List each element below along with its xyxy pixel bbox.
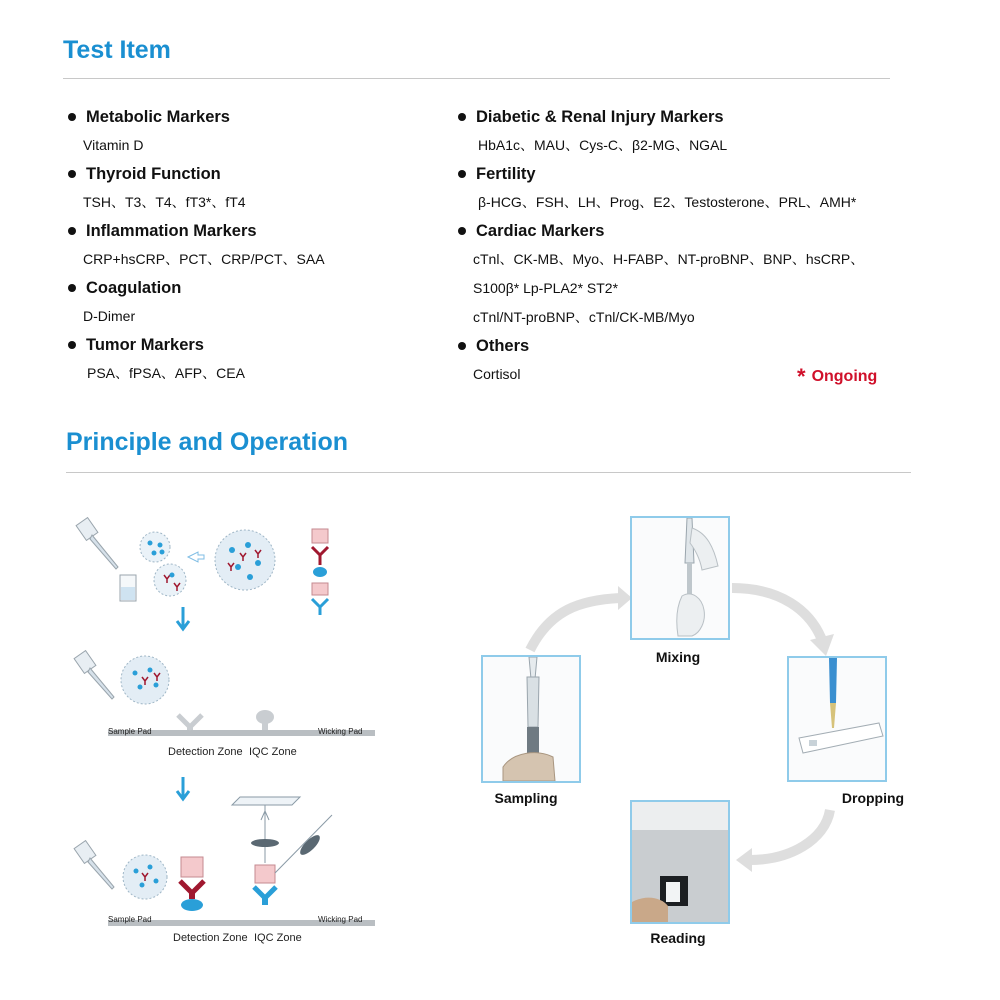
test-item-right-column: [458, 103, 908, 389]
reading-label: Reading: [650, 930, 706, 946]
stage-two-illustration: [74, 651, 375, 736]
test-item-title: Test Item: [63, 36, 171, 64]
item-line: HbA1c、MAU、Cys-C、β2-MG、NGAL: [478, 137, 728, 153]
principle-divider: [66, 472, 911, 473]
principle-title: Principle and Operation: [66, 428, 348, 456]
sampling-label: Sampling: [494, 790, 558, 806]
ongoing-note: [797, 364, 877, 390]
wicking-pad-label: Wicking Pad: [318, 915, 363, 924]
arrow-right-icon: [188, 552, 204, 562]
item-line: β-HCG、FSH、LH、Prog、E2、Testosterone、PRL、AMH*: [478, 194, 857, 210]
detection-capture-icon: [180, 857, 204, 911]
bullet-icon: [68, 341, 76, 349]
conjugate-cluster-icon: [154, 564, 186, 596]
test-item-diabetic-renal: [458, 103, 908, 160]
item-line: cTnl、CK-MB、Myo、H-FABP、NT-proBNP、BNP、hsCRP、: [473, 251, 865, 267]
dropping-label: Dropping: [841, 790, 905, 806]
mixed-reaction-icon: [123, 855, 167, 899]
item-heading: Inflammation Markers: [86, 222, 257, 240]
reading-photo: [630, 800, 730, 924]
bullet-icon: [68, 170, 76, 178]
arrow-mixing-to-dropping: [732, 588, 822, 640]
item-line: CRP+hsCRP、PCT、CRP/PCT、SAA: [83, 251, 325, 267]
stage-three-illustration: [74, 797, 375, 926]
mixed-reaction-icon: [121, 656, 169, 704]
item-heading: Others: [476, 337, 530, 355]
arrow-down-icon: [177, 607, 189, 629]
item-line: S100β* Lp-PLA2* ST2*: [473, 280, 619, 296]
item-line: Cortisol: [473, 366, 521, 382]
bullet-icon: [458, 113, 466, 121]
optical-reader-icon: [232, 797, 332, 873]
bead-cluster-icon: [140, 532, 170, 562]
mixing-photo: [630, 516, 730, 640]
sample-tube-icon: [120, 575, 136, 601]
sampling-photo: [481, 655, 581, 783]
item-heading: Coagulation: [86, 279, 182, 297]
wicking-pad-label: Wicking Pad: [318, 727, 363, 736]
item-line: PSA、fPSA、AFP、CEA: [87, 365, 245, 381]
sampling-hand-icon: [483, 657, 579, 781]
iqc-zone-label: IQC Zone: [249, 746, 297, 758]
item-line: D-Dimer: [83, 308, 136, 324]
bullet-icon: [68, 113, 76, 121]
test-item-fertility: [458, 160, 908, 217]
pipette-icon: [74, 651, 114, 699]
arrow-down-icon: [177, 777, 189, 799]
test-item-cardiac: [458, 217, 908, 332]
mixing-hand-icon: [632, 518, 728, 638]
bullet-icon: [68, 284, 76, 292]
arrow-dropping-to-reading: [750, 810, 830, 860]
pipette-icon: [74, 841, 114, 889]
bullet-icon: [68, 227, 76, 235]
ongoing-label: Ongoing: [811, 368, 878, 385]
pipette-icon: [76, 518, 118, 569]
iqc-capture-icon: [254, 865, 276, 905]
detection-zone-label: Detection Zone: [168, 746, 243, 758]
item-heading: Thyroid Function: [86, 165, 221, 183]
dropping-photo: [787, 656, 887, 782]
item-heading: Cardiac Markers: [476, 222, 605, 240]
stage-one-illustration: [76, 518, 328, 615]
bullet-icon: [458, 170, 466, 178]
bullet-icon: [458, 227, 466, 235]
item-heading: Diabetic & Renal Injury Markers: [476, 108, 724, 126]
bullet-icon: [458, 342, 466, 350]
item-heading: Tumor Markers: [86, 336, 204, 354]
sample-pad-label: Sample Pad: [108, 915, 152, 924]
detection-zone-label: Detection Zone: [173, 932, 248, 944]
item-line: cTnl/NT-proBNP、cTnl/CK-MB/Myo: [473, 309, 695, 325]
asterisk-icon: *: [797, 364, 806, 389]
arrow-sampling-to-mixing: [530, 598, 620, 650]
item-heading: Metabolic Markers: [86, 108, 230, 126]
item-line: TSH、T3、T4、fT3*、fT4: [83, 194, 246, 210]
item-heading: Fertility: [476, 165, 536, 183]
item-line: Vitamin D: [83, 137, 144, 153]
test-item-divider: [63, 78, 890, 79]
mixing-label: Mixing: [655, 649, 701, 665]
legend-antibody-icon: [312, 529, 328, 615]
sample-pad-label: Sample Pad: [108, 727, 152, 736]
dropping-strip-icon: [789, 658, 885, 780]
reading-device-icon: [632, 802, 728, 922]
mixed-reaction-icon: [215, 530, 275, 590]
iqc-zone-label: IQC Zone: [254, 932, 302, 944]
